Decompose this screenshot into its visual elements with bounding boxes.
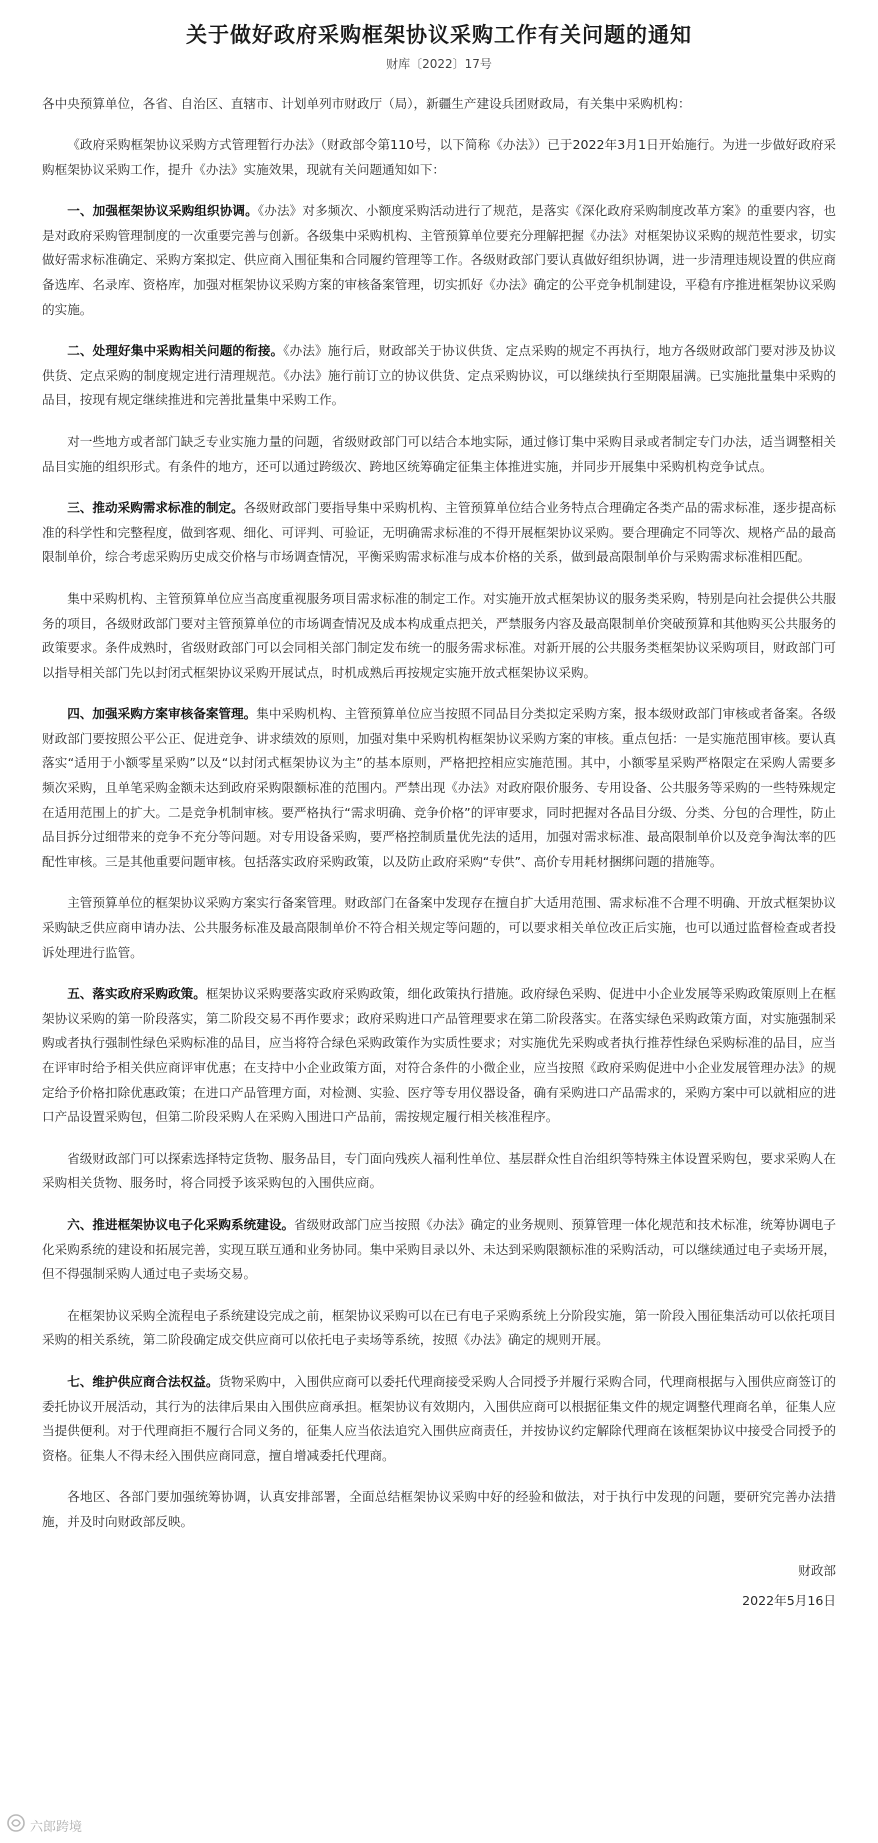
paragraph-section-2: 二、处理好集中采购相关问题的衔接。《办法》施行后，财政部关于协议供货、定点采购的规定不再执行，地方各级财政部门要对涉及协议供货、定点采购的制度规定进行清理规范。《办法》施行前订立的协议供货、定点采购协议，可以继续执行至期限届满。已实施批量集中采购的品目，按现有规定继续推进和完善批量集中采购工作。 (42, 343, 836, 408)
paragraph-section-4: 四、加强采购方案审核备案管理。集中采购机构、主管预算单位应当按照不同品目分类拟定采购方案，报本级财政部门审核或者备案。各级财政部门要按照公平公正、促进竞争、讲求绩效的原则，加强对集中采购机构框架协议采购方案的审核。重点包括：一是实施范围审核。要认真落实“适用于小额零星采购”以及“以封闭式框架协议为主”的基本原则，严格把控相应实施范围。其中，小额零星采购严格限定在采购人需要多频次采购，且单笔采购金额未达到政府采购限额标准的范围内。严禁出现《办法》对政府限价服务、专用设备、公共服务等采购的一些特殊规定在适用范围上的扩大。二是竞争机制审核。要严格执行“需求明确、竞争价格”的评审要求，同时把握对各品目分级、分类、分包的合理性，防止品目拆分过细带来的竞争不充分等问题。对专用设备采购，要严格控制质量优先法的适用，加强对需求标准、最高限制单价以及竞争淘汰率的匹配性审核。三是其他重要问题审核。包括落实政府采购政策，以及防止政府采购“专供”、高价专用耗材捆绑问题的措施等。 (42, 706, 837, 869)
paragraph-section-4-cont: 主管预算单位的框架协议采购方案实行备案管理。财政部门在备案中发现存在擅自扩大适用范围、需求标准不合理不明确、开放式框架协议采购缺乏供应商申请办法、公共服务标准及最高限制单价不符合相关规定等问题的，可以要求相关单位改正后实施，也可以通过监督检查或者投诉处理进行监管。 (42, 895, 836, 960)
issuer-signature: 财政部 (798, 1562, 836, 1578)
salutation: 各中央预算单位，各省、自治区、直辖市、计划单列市财政厅（局），新疆生产建设兵团财政局，有关集中采购机构： (42, 96, 691, 111)
paragraph-section-6-cont: 在框架协议采购全流程电子系统建设完成之前，框架协议采购可以在已有电子采购系统上分阶段实施，第一阶段入围征集活动可以依托项目采购的相关系统，第二阶段确定成交供应商可以依托电子卖场等系统，按照《办法》确定的规则开展。 (42, 1307, 836, 1348)
section-heading: 三、推动采购需求标准的制定。 (67, 500, 244, 516)
paragraph-closing: 各地区、各部门要加强统筹协调，认真安排部署，全面总结框架协议采购中好的经验和做法，对于执行中发现的问题，要研究完善办法措施，并及时向财政部反映。 (42, 1489, 836, 1529)
paragraph-section-7: 七、维护供应商合法权益。货物采购中，入围供应商可以委托代理商接受采购人合同授予并履行采购合同，代理商根据与入围供应商签订的委托协议开展活动，其行为的法律后果由入围供应商承担。框架协议有效期内，入围供应商可以根据征集文件的规定调整代理商名单，征集人应当提供便利。对于代理商拒不履行合同义务的，征集人应当依法追究入围供应商责任，并按协议约定解除代理商在该框架协议中接受合同授予的资格。征集人不得未经入围供应商同意，擅自增减委托代理商。 (42, 1373, 837, 1463)
paragraph-section-6: 六、推进框架协议电子化采购系统建设。省级财政部门应当按照《办法》确定的业务规则、预算管理一体化规范和技术标准，统筹协调电子化采购系统的建设和拓展完善，实现互联互通和业务协同。集中采购目录以外、未达到采购限额标准的采购活动，可以继续通过电子卖场开展，但不得强制采购人通过电子卖场交易。 (42, 1216, 837, 1282)
paragraph-section-5: 五、落实政府采购政策。框架协议采购要落实政府采购政策，细化政策执行措施。政府绿色采购、促进中小企业发展等采购政策原则上在框架协议采购的第一阶段落实，第二阶段交易不再作要求；政府采购进口产品管理要求在第二阶段落实。在落实绿色采购政策方面，对实施强制采购或者执行强制性绿色采购标准的品目，应当将符合绿色采购政策作为实质性要求；对实施优先采购或者执行推荐性绿色采购标准的品目，应当在评审时给予相关供应商评审优惠；在支持中小企业政策方面，对符合条件的小微企业，应当按照《政府采购促进中小企业发展管理办法》的规定给予价格扣除优惠政策；在进口产品管理方面，对检测、实验、医疗等专用仪器设备，确有采购进口产品需求的，采购方案中可以就相应的进口产品设置采购包，但第二阶段采购人在采购入围进口产品前，需按规定履行相关核准程序。 (42, 986, 837, 1125)
watermark-logo-icon (6, 1813, 26, 1837)
section-heading: 五、落实政府采购政策。 (67, 986, 206, 1002)
paragraph-section-3: 三、推动采购需求标准的制定。各级财政部门要指导集中采购机构、主管预算单位结合业务特点合理确定各类产品的需求标准，逐步提高标准的科学性和完整程度，做到客观、细化、可评判、可验证，无明确需求标准的不得开展框架协议采购。要合理确定不同等次、规格产品的最高限制单价，综合考虑采购历史成交价格与市场调查情况，平衡采购需求标准与成本价格的关系，做到最高限制单价与采购需求标准相匹配。 (42, 500, 837, 565)
watermark (6, 1813, 82, 1837)
section-heading: 七、维护供应商合法权益。 (67, 1373, 219, 1389)
paragraph-section-3-cont: 集中采购机构、主管预算单位应当高度重视服务项目需求标准的制定工作。对实施开放式框架协议的服务类采购，特别是向社会提供公共服务的项目，各级财政部门要对主管预算单位的市场调查情况及成本构成重点把关，严禁服务内容及最高限制单价突破预算和其他购买公共服务的政策要求。条件成熟时，省级财政部门可以会同相关部门制定发布统一的服务需求标准。对新开展的公共服务类框架协议采购项目，财政部门可以指导相关部门先以封闭式框架协议采购开展试点，时机成熟后再按规定实施开放式框架协议采购。 (42, 590, 836, 680)
section-heading: 二、处理好集中采购相关问题的衔接。 (67, 343, 284, 359)
watermark-text: 六郎跨境 (30, 1819, 83, 1835)
paragraph-intro: 《政府采购框架协议采购方式管理暂行办法》（财政部令第110号，以下简称《办法》）已于2022年3月1日开始施行。为进一步做好政府采购框架协议采购工作，提升《办法》实施效果，现就有关问题通知如下： (42, 137, 836, 177)
document-title: 关于做好政府采购框架协议采购工作有关问题的通知 (186, 22, 692, 47)
issue-date: 2022年5月16日 (742, 1592, 836, 1608)
paragraph-section-1: 一、加强框架协议采购组织协调。《办法》对多频次、小额度采购活动进行了规范，是落实《深化政府采购制度改革方案》的重要内容，也是对政府采购管理制度的一次重要完善与创新。各级集中采购机构、主管预算单位要充分理解把握《办法》对框架协议采购的规范性要求，切实做好需求标准确定、采购方案拟定、供应商入围征集和合同履约管理等工作。各级财政部门要认真做好组织协调，进一步清理违规设置的供应商备选库、名录库、资格库，加强对框架协议采购方案的审核备案管理，切实抓好《办法》确定的公平竞争机制建设，平稳有序推进框架协议采购的实施。 (42, 203, 837, 317)
section-heading: 四、加强采购方案审核备案管理。 (67, 706, 257, 722)
section-heading: 六、推进框架协议电子化采购系统建设。 (67, 1216, 295, 1232)
paragraph-section-2-cont: 对一些地方或者部门缺乏专业实施力量的问题，省级财政部门可以结合本地实际，通过修订集中采购目录或者制定专门办法，适当调整相关品目实施的组织形式。有条件的地方，还可以通过跨级次、跨地区统筹确定征集主体推进实施，并同步开展集中采购机构竞争试点。 (42, 433, 836, 474)
paragraph-section-5-cont: 省级财政部门可以探索选择特定货物、服务品目，专门面向残疾人福利性单位、基层群众性自治组织等特殊主体设置采购包，要求采购人在采购相关货物、服务时，将合同授予该采购包的入围供应商。 (42, 1150, 836, 1191)
document-number: 财库〔2022〕17号 (386, 57, 492, 71)
section-heading: 一、加强框架协议采购组织协调。 (67, 203, 258, 219)
